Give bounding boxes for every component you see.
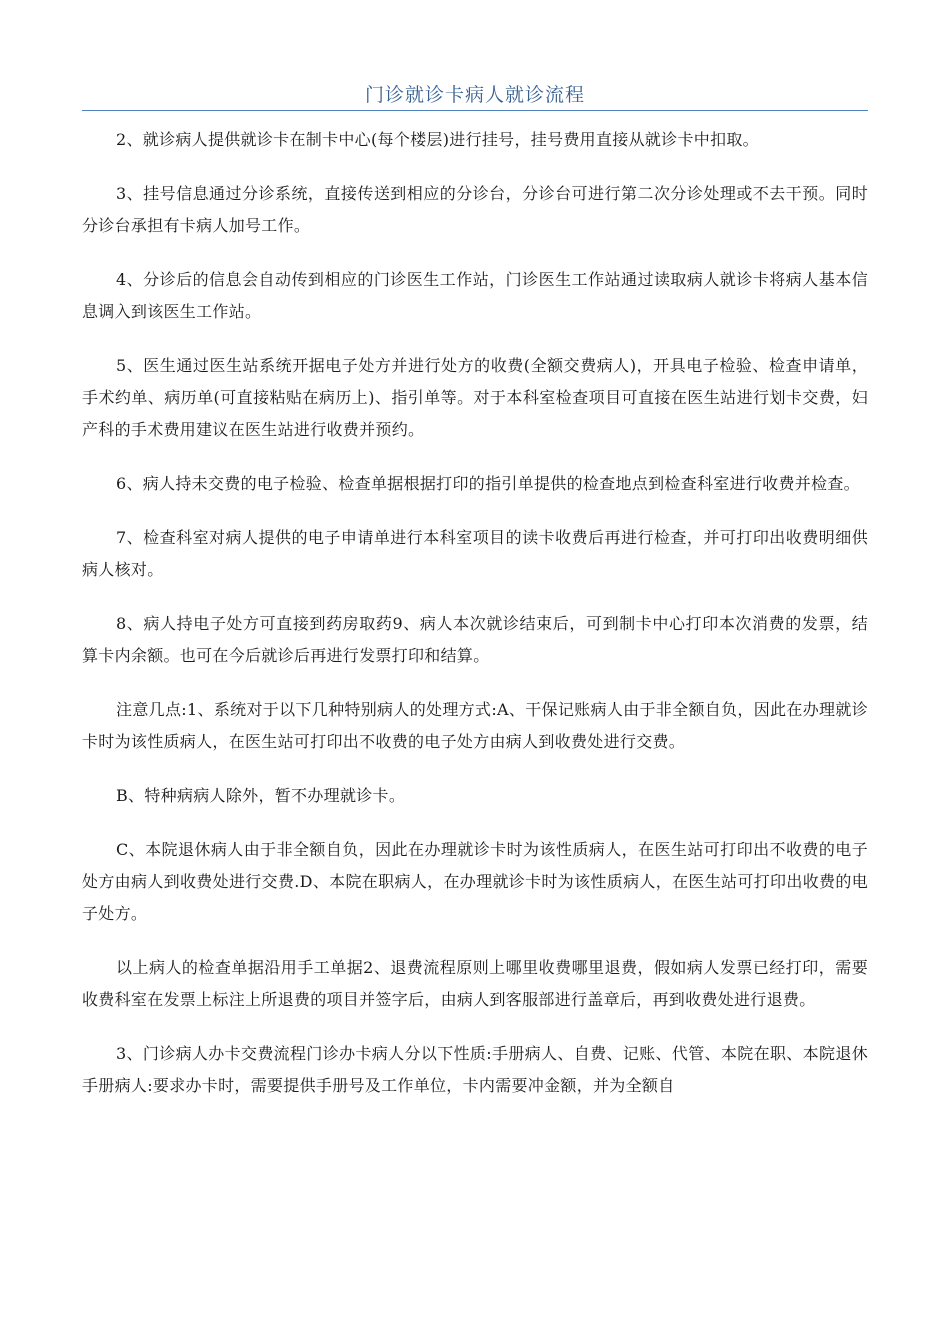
paragraph: 7、检查科室对病人提供的电子申请单进行本科室项目的读卡收费后再进行检查，并可打印出收费明细供病人核对。 bbox=[82, 528, 868, 579]
paragraph: 注意几点:1、系统对于以下几种特别病人的处理方式:A、干保记账病人由于非全额自负，因此在办理就诊卡时为该性质病人，在医生站可打印出不收费的电子处方由病人到收费处进行交费。 bbox=[82, 700, 868, 751]
paragraph: 8、病人持电子处方可直接到药房取药9、病人本次就诊结束后，可到制卡中心打印本次消费的发票，结算卡内余额。也可在今后就诊后再进行发票打印和结算。 bbox=[82, 614, 868, 665]
paragraph: 4、分诊后的信息会自动传到相应的门诊医生工作站，门诊医生工作站通过读取病人就诊卡将病人基本信息调入到该医生工作站。 bbox=[82, 270, 868, 321]
paragraph: 以上病人的检查单据沿用手工单据2、退费流程原则上哪里收费哪里退费，假如病人发票已经打印，需要收费科室在发票上标注上所退费的项目并签字后，由病人到客服部进行盖章后，再到收费处进行退费。 bbox=[82, 958, 868, 1009]
paragraph: C、本院退休病人由于非全额自负，因此在办理就诊卡时为该性质病人，在医生站可打印出不收费的电子处方由病人到收费处进行交费.D、本院在职病人，在办理就诊卡时为该性质病人，在医生站可打印出收费的电子处方。 bbox=[82, 840, 868, 923]
page-title: 门诊就诊卡病人就诊流程 bbox=[364, 84, 585, 106]
paragraph: 6、病人持未交费的电子检验、检查单据根据打印的指引单提供的检查地点到检查科室进行收费并检查。 bbox=[116, 474, 860, 493]
paragraph: 2、就诊病人提供就诊卡在制卡中心(每个楼层)进行挂号，挂号费用直接从就诊卡中扣取。 bbox=[116, 130, 759, 149]
paragraph: 3、挂号信息通过分诊系统，直接传送到相应的分诊台，分诊台可进行第二次分诊处理或不去干预。同时分诊台承担有卡病人加号工作。 bbox=[82, 184, 868, 235]
paragraph: 5、医生通过医生站系统开据电子处方并进行处方的收费(全额交费病人)，开具电子检验、检查申请单，手术约单、病历单(可直接粘贴在病历上)、指引单等。对于本科室检查项目可直接在医生站进行划卡交费，妇产科的手术费用建议在医生站进行收费并预约。 bbox=[82, 356, 868, 439]
page-header bbox=[82, 82, 868, 111]
document-body bbox=[82, 124, 868, 1124]
paragraph: B、特种病病人除外，暂不办理就诊卡。 bbox=[116, 786, 406, 805]
paragraph: 3、门诊病人办卡交费流程门诊办卡病人分以下性质:手册病人、自费、记账、代管、本院在职、本院退休手册病人:要求办卡时，需要提供手册号及工作单位，卡内需要冲金额，并为全额自 bbox=[82, 1044, 868, 1095]
